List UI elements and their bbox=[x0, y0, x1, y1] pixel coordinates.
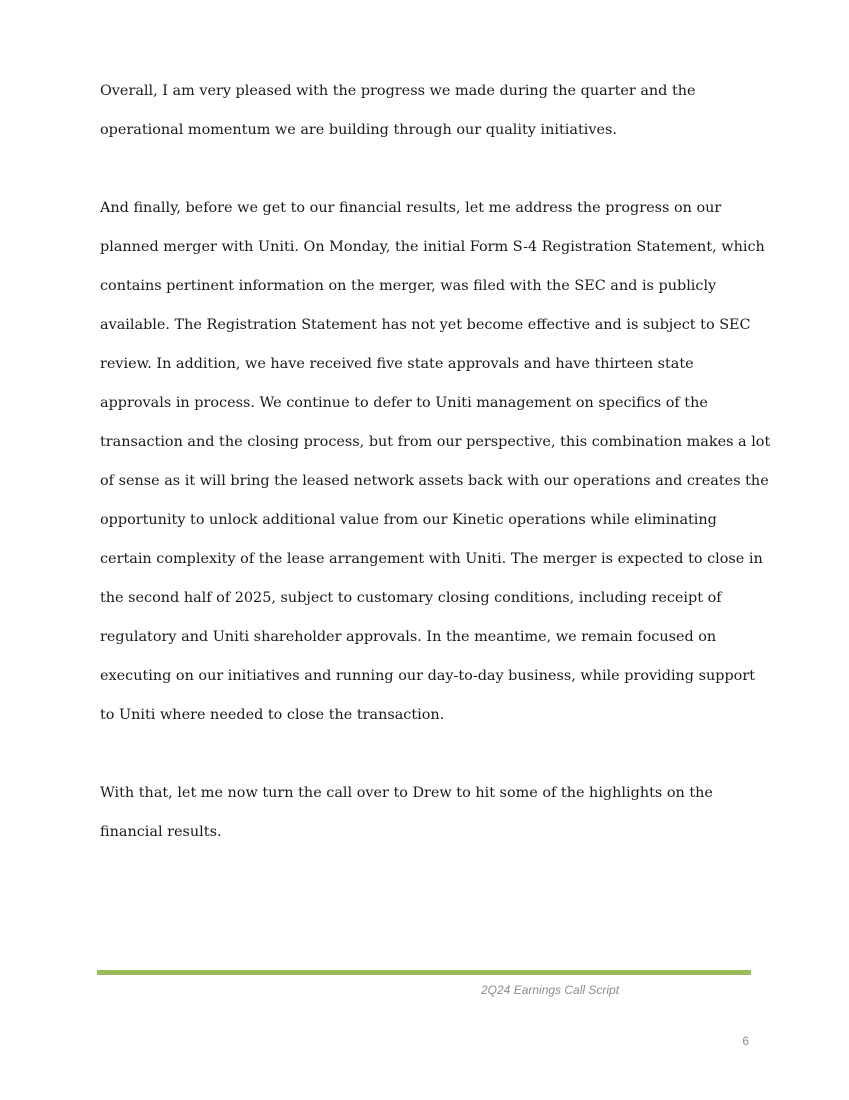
paragraph-2-line-13: executing on our initiatives and running our day-to-day business, while providing support bbox=[100, 668, 755, 684]
paragraph-gap bbox=[100, 154, 760, 193]
page-number: 6 bbox=[742, 1034, 749, 1048]
paragraph-2-line-10: certain complexity of the lease arrangement with Uniti. The merger is expected to close in bbox=[100, 551, 763, 567]
paragraph-1-line-2: operational momentum we are building through our quality initiatives. bbox=[100, 122, 617, 138]
paragraph-gap bbox=[100, 739, 760, 778]
footer-rule bbox=[97, 970, 751, 975]
paragraph-2-line-11: the second half of 2025, subject to customary closing conditions, including receipt of bbox=[100, 590, 722, 606]
body-text bbox=[100, 76, 771, 856]
paragraph-2-line-6: approvals in process. We continue to defer to Uniti management on specifics of the bbox=[100, 395, 708, 411]
paragraph-1-line-1: Overall, I am very pleased with the progress we made during the quarter and the bbox=[100, 83, 696, 99]
paragraph-3-line-1: With that, let me now turn the call over to Drew to hit some of the highlights on the bbox=[100, 785, 713, 801]
paragraph-2-line-2: planned merger with Uniti. On Monday, the initial Form S-4 Registration Statement, which bbox=[100, 239, 765, 255]
paragraph-2-line-12: regulatory and Uniti shareholder approvals. In the meantime, we remain focused on bbox=[100, 629, 717, 645]
paragraph-2-line-9: opportunity to unlock additional value from our Kinetic operations while eliminating bbox=[100, 512, 717, 528]
paragraph-2-line-4: available. The Registration Statement has not yet become effective and is subject to SEC bbox=[100, 317, 751, 333]
paragraph-3-line-2: financial results. bbox=[100, 824, 222, 840]
paragraph-2-line-14: to Uniti where needed to close the transaction. bbox=[100, 707, 445, 723]
paragraph-2-line-3: contains pertinent information on the merger, was filed with the SEC and is publicly bbox=[100, 278, 717, 294]
paragraph-2-line-8: of sense as it will bring the leased network assets back with our operations and creates the bbox=[100, 473, 769, 489]
footer-title: 2Q24 Earnings Call Script bbox=[481, 983, 620, 997]
paragraph-2-line-5: review. In addition, we have received five state approvals and have thirteen state bbox=[100, 356, 694, 372]
paragraph-2-line-7: transaction and the closing process, but from our perspective, this combination makes a lot bbox=[100, 434, 771, 450]
paragraph-2-line-1: And finally, before we get to our financial results, let me address the progress on our bbox=[100, 200, 722, 216]
